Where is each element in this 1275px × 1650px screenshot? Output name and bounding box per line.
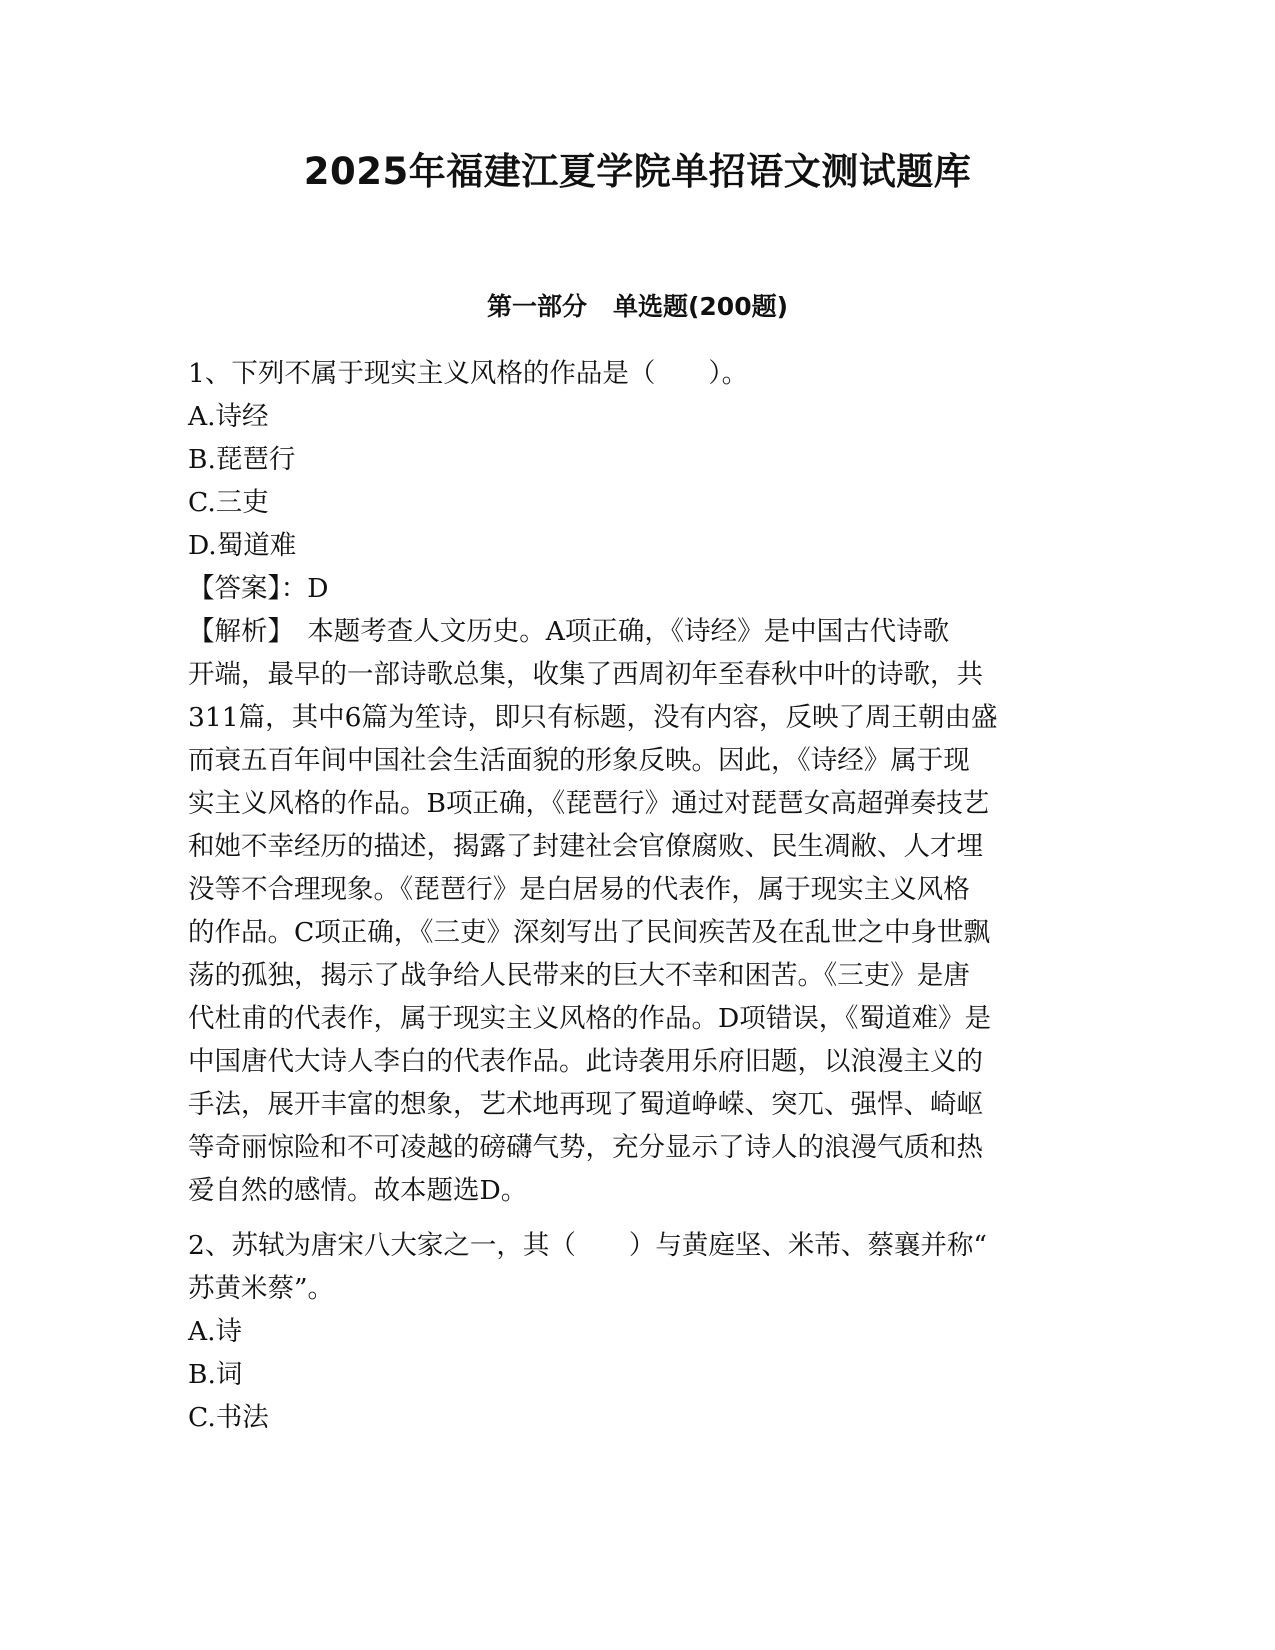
- option-c: C.三吏: [188, 487, 269, 518]
- answer-value: ：D: [280, 573, 329, 604]
- option-b: B.词: [188, 1359, 243, 1390]
- section-heading: [0, 290, 1275, 324]
- section-part: 第一部分: [486, 292, 587, 321]
- option-b: B.琵琶行: [188, 444, 296, 475]
- analysis-line: 爱自然的感情。故本题选D。: [188, 1175, 528, 1206]
- analysis-line: 荡的孤独，揭示了战争给人民带来的巨大不幸和困苦。《三吏》是唐: [188, 960, 970, 991]
- analysis-line: 和她不幸经历的描述，揭露了封建社会官僚腐败、民生凋敝、人才埋: [188, 831, 983, 862]
- analysis-line: 中国唐代大诗人李白的代表作品。此诗袭用乐府旧题，以浪漫主义的: [188, 1046, 983, 1077]
- analysis-text: 本题考查人文历史。A项正确，《诗经》是中国古代诗歌: [280, 616, 950, 647]
- analysis-line: 等奇丽惊险和不可凌越的磅礴气势，充分显示了诗人的浪漫气质和热: [188, 1132, 983, 1163]
- analysis-label: 【解析】: [188, 616, 281, 647]
- option-a: A.诗: [188, 1316, 243, 1347]
- option-d: D.蜀道难: [188, 530, 297, 561]
- answer-label: 【答案】: [188, 573, 281, 604]
- analysis-line: 开端，最早的一部诗歌总集，收集了西周初年至春秋中叶的诗歌，共: [188, 659, 983, 690]
- question-list: [188, 352, 1088, 1439]
- analysis-line: 的作品。C项正确，《三吏》深刻写出了民间疾苦及在乱世之中身世飘: [188, 917, 991, 948]
- analysis-line: 而衰五百年间中国社会生活面貌的形象反映。因此，《诗经》属于现: [188, 745, 970, 776]
- analysis-line: 311篇，其中6篇为笙诗，即只有标题，没有内容，反映了周王朝由盛: [188, 702, 998, 733]
- analysis-line: 没等不合理现象。《琵琶行》是白居易的代表作，属于现实主义风格: [188, 874, 970, 905]
- answer-line: [188, 567, 1088, 610]
- analysis-line: 手法，展开丰富的想象，艺术地再现了蜀道峥嵘、突兀、强悍、崎岖: [188, 1089, 983, 1120]
- document-title: 2025年福建江夏学院单招语文测试题库: [303, 150, 972, 193]
- question-stem: 2、苏轼为唐宋八大家之一，其（ ）与黄庭坚、米芾、蔡襄并称“: [188, 1230, 987, 1261]
- analysis-line: [188, 610, 1088, 653]
- analysis-line: 实主义风格的作品。B项正确，《琵琶行》通过对琵琶女高超弹奏技艺: [188, 788, 990, 819]
- question-stem: 1、下列不属于现实主义风格的作品是（ ）。: [188, 358, 749, 389]
- option-a: A.诗经: [188, 401, 269, 432]
- question-1: [188, 352, 1088, 1212]
- option-c: C.书法: [188, 1402, 269, 1433]
- analysis-line: 代杜甫的代表作，属于现实主义风格的作品。D项错误，《蜀道难》是: [188, 1003, 991, 1034]
- section-name: 单选题(200题): [612, 292, 789, 321]
- question-2: [188, 1224, 1088, 1439]
- question-stem: 苏黄米蔡”。: [188, 1273, 335, 1304]
